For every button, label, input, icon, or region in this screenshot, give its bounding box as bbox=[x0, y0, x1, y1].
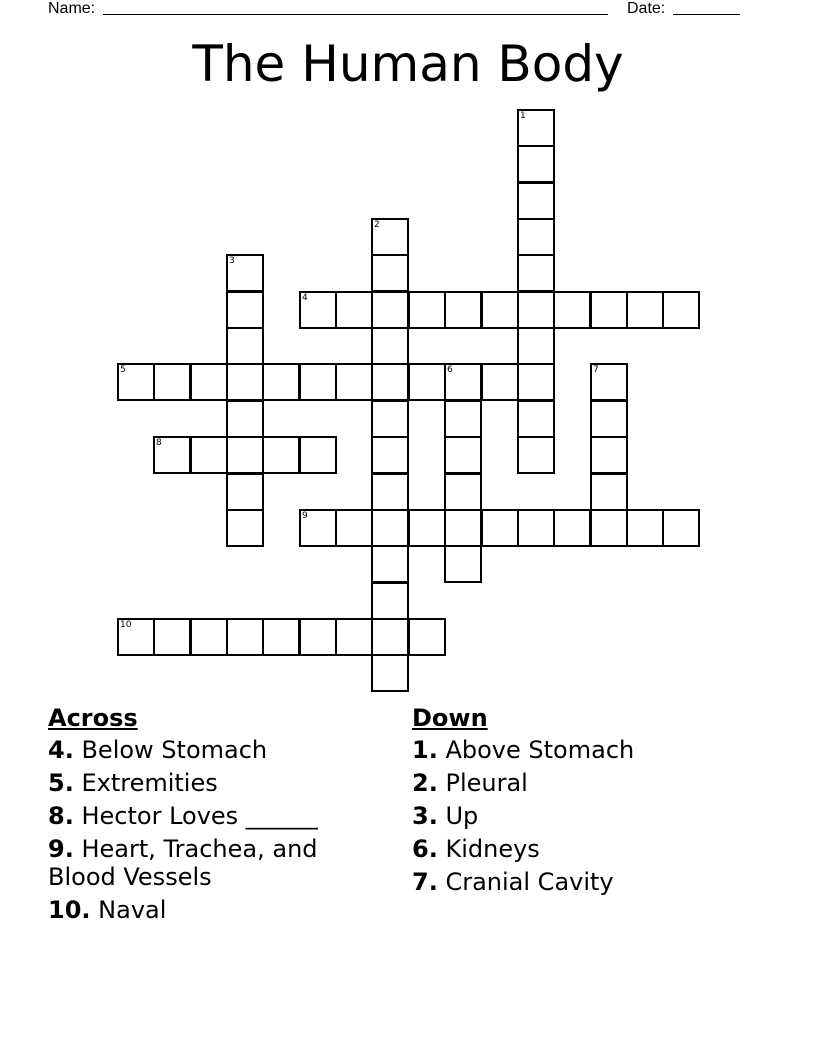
cell-number: 4 bbox=[302, 293, 308, 303]
clue-number: 4. bbox=[48, 736, 74, 764]
cell-number: 1 bbox=[520, 111, 526, 121]
down-clue bbox=[412, 736, 752, 764]
cell-number: 6 bbox=[447, 365, 453, 375]
grid-cell[interactable] bbox=[299, 291, 337, 329]
grid-cell[interactable] bbox=[371, 509, 409, 547]
grid-cell[interactable] bbox=[371, 254, 409, 292]
grid-cell[interactable] bbox=[517, 400, 555, 438]
grid-cell[interactable] bbox=[262, 436, 300, 474]
grid-cell[interactable] bbox=[117, 618, 155, 656]
grid-cell[interactable] bbox=[226, 618, 264, 656]
grid-cell[interactable] bbox=[444, 400, 482, 438]
grid-cell[interactable] bbox=[408, 618, 446, 656]
grid-cell[interactable] bbox=[226, 254, 264, 292]
grid-cell[interactable] bbox=[517, 218, 555, 256]
across-heading: Across bbox=[48, 704, 138, 732]
across-clue bbox=[48, 835, 388, 891]
down-clue bbox=[412, 868, 752, 896]
clue-text: Hector Loves ______ bbox=[81, 802, 318, 830]
grid-cell[interactable] bbox=[299, 618, 337, 656]
date-label: Date: bbox=[627, 0, 666, 17]
name-label: Name: bbox=[48, 0, 96, 17]
down-clues bbox=[412, 703, 752, 901]
clue-text: Pleural bbox=[445, 769, 528, 797]
puzzle-title: The Human Body bbox=[192, 35, 624, 93]
grid-cell[interactable] bbox=[153, 363, 191, 401]
grid-cell[interactable] bbox=[371, 291, 409, 329]
grid-cell[interactable] bbox=[517, 182, 555, 220]
grid-cell[interactable] bbox=[335, 291, 373, 329]
grid-cell[interactable] bbox=[444, 291, 482, 329]
grid-cell[interactable] bbox=[626, 291, 664, 329]
grid-cell[interactable] bbox=[517, 363, 555, 401]
grid-cell[interactable] bbox=[335, 509, 373, 547]
grid-cell[interactable] bbox=[590, 473, 628, 511]
clue-number: 1. bbox=[412, 736, 438, 764]
grid-cell[interactable] bbox=[517, 254, 555, 292]
grid-cell[interactable] bbox=[590, 509, 628, 547]
clue-number: 7. bbox=[412, 868, 438, 896]
grid-cell[interactable] bbox=[371, 218, 409, 256]
cell-number: 3 bbox=[229, 256, 235, 266]
clue-text: Kidneys bbox=[445, 835, 540, 863]
grid-cell[interactable] bbox=[226, 400, 264, 438]
grid-cell[interactable] bbox=[662, 291, 700, 329]
grid-cell[interactable] bbox=[590, 400, 628, 438]
cell-number: 8 bbox=[156, 438, 162, 448]
grid-cell[interactable] bbox=[662, 509, 700, 547]
clue-number: 8. bbox=[48, 802, 74, 830]
grid-cell[interactable] bbox=[371, 582, 409, 620]
across-clues bbox=[48, 703, 388, 929]
grid-cell[interactable] bbox=[226, 363, 264, 401]
clue-number: 6. bbox=[412, 835, 438, 863]
cell-number: 5 bbox=[120, 365, 126, 375]
clue-text: Extremities bbox=[81, 769, 218, 797]
clue-number: 2. bbox=[412, 769, 438, 797]
grid-cell[interactable] bbox=[299, 363, 337, 401]
grid-cell[interactable] bbox=[590, 436, 628, 474]
grid-cell[interactable] bbox=[626, 509, 664, 547]
across-clue bbox=[48, 802, 388, 830]
grid-cell[interactable] bbox=[517, 509, 555, 547]
grid-cell[interactable] bbox=[371, 618, 409, 656]
clue-text: Naval bbox=[98, 896, 167, 924]
clue-text: Heart, Trachea, and Blood Vessels bbox=[48, 835, 318, 891]
down-clue bbox=[412, 802, 752, 830]
grid-cell[interactable] bbox=[408, 363, 446, 401]
grid-cell[interactable] bbox=[299, 509, 337, 547]
grid-cell[interactable] bbox=[590, 291, 628, 329]
grid-cell[interactable] bbox=[190, 436, 228, 474]
grid-cell[interactable] bbox=[481, 509, 519, 547]
grid-cell[interactable] bbox=[408, 291, 446, 329]
grid-cell[interactable] bbox=[371, 363, 409, 401]
clue-number: 5. bbox=[48, 769, 74, 797]
grid-cell[interactable] bbox=[517, 291, 555, 329]
clue-text: Cranial Cavity bbox=[445, 868, 614, 896]
clue-text: Above Stomach bbox=[445, 736, 635, 764]
grid-cell[interactable] bbox=[517, 109, 555, 147]
clue-text: Up bbox=[445, 802, 479, 830]
grid-cell[interactable] bbox=[153, 436, 191, 474]
grid-cell[interactable] bbox=[553, 509, 591, 547]
clue-number: 3. bbox=[412, 802, 438, 830]
grid-cell[interactable] bbox=[481, 363, 519, 401]
grid-cell[interactable] bbox=[226, 291, 264, 329]
grid-cell[interactable] bbox=[371, 654, 409, 692]
grid-cell[interactable] bbox=[190, 363, 228, 401]
grid-cell[interactable] bbox=[553, 291, 591, 329]
grid-cell[interactable] bbox=[226, 436, 264, 474]
grid-cell[interactable] bbox=[590, 363, 628, 401]
grid-cell[interactable] bbox=[117, 363, 155, 401]
grid-cell[interactable] bbox=[335, 363, 373, 401]
grid-cell[interactable] bbox=[262, 363, 300, 401]
cell-number: 10 bbox=[120, 620, 132, 630]
grid-cell[interactable] bbox=[153, 618, 191, 656]
grid-cell[interactable] bbox=[444, 436, 482, 474]
across-clue bbox=[48, 896, 388, 924]
grid-cell[interactable] bbox=[444, 509, 482, 547]
grid-cell[interactable] bbox=[517, 327, 555, 365]
grid-cell[interactable] bbox=[371, 545, 409, 583]
grid-cell[interactable] bbox=[517, 436, 555, 474]
grid-cell[interactable] bbox=[371, 327, 409, 365]
across-clue bbox=[48, 736, 388, 764]
grid-cell[interactable] bbox=[517, 145, 555, 183]
across-clue bbox=[48, 769, 388, 797]
clue-text: Below Stomach bbox=[81, 736, 268, 764]
grid-cell[interactable] bbox=[371, 473, 409, 511]
grid-cell[interactable] bbox=[444, 363, 482, 401]
grid-cell[interactable] bbox=[335, 618, 373, 656]
grid-cell[interactable] bbox=[226, 509, 264, 547]
clue-number: 10. bbox=[48, 896, 91, 924]
cell-number: 2 bbox=[374, 220, 380, 230]
down-clue bbox=[412, 835, 752, 863]
grid-cell[interactable] bbox=[444, 545, 482, 583]
cell-number: 7 bbox=[593, 365, 599, 375]
grid-cell[interactable] bbox=[371, 436, 409, 474]
grid-cell[interactable] bbox=[226, 327, 264, 365]
cell-number: 9 bbox=[302, 511, 308, 521]
grid-cell[interactable] bbox=[444, 473, 482, 511]
grid-cell[interactable] bbox=[371, 400, 409, 438]
grid-cell[interactable] bbox=[299, 436, 337, 474]
down-clue bbox=[412, 769, 752, 797]
grid-cell[interactable] bbox=[190, 618, 228, 656]
grid-cell[interactable] bbox=[226, 473, 264, 511]
clue-number: 9. bbox=[48, 835, 74, 863]
grid-cell[interactable] bbox=[481, 291, 519, 329]
grid-cell[interactable] bbox=[262, 618, 300, 656]
down-heading: Down bbox=[412, 704, 488, 732]
grid-cell[interactable] bbox=[408, 509, 446, 547]
